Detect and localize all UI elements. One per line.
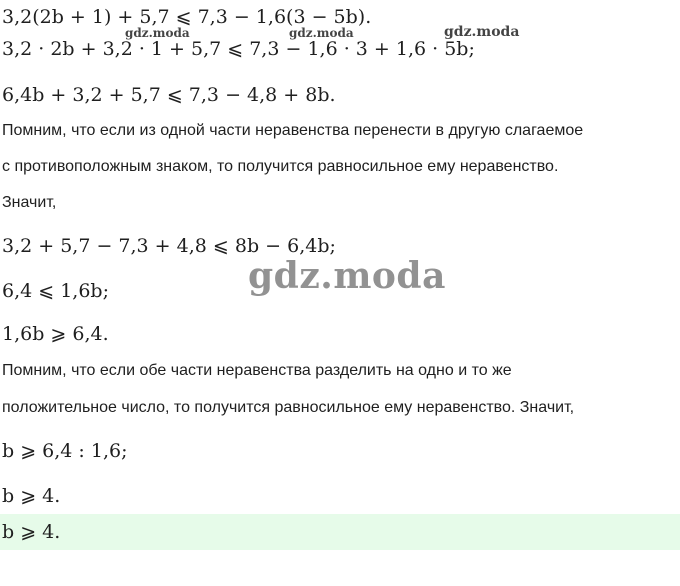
text-line-1: Помним, что если из одной части неравенства перенести в другую слагаемое [2,122,584,139]
answer-line: b ⩾ 4. [2,521,61,543]
watermark-small: gdz.moda [289,26,354,40]
text-line-3: Значит, [2,194,57,211]
math-line-1: 3,2(2b + 1) + 5,7 ⩽ 7,3 − 1,6(3 − 5b). [2,6,372,28]
math-line-3: 6,4b + 3,2 + 5,7 ⩽ 7,3 − 4,8 + 8b. [2,84,336,106]
watermark-large: gdz.moda [248,255,446,297]
text-line-2: с противоположным знаком, то получится равносильное ему неравенство. [2,158,559,175]
answer-highlight [0,514,680,550]
text-line-4: Помним, что если обе части неравенства разделить на одно и то же [2,362,512,379]
math-line-2: 3,2 · 2b + 3,2 · 1 + 5,7 ⩽ 7,3 − 1,6 · 3 + 1,6 · 5b; [2,38,475,60]
math-line-5: 6,4 ⩽ 1,6b; [2,280,109,302]
math-line-6: 1,6b ⩾ 6,4. [2,323,109,345]
math-line-7: b ⩾ 6,4 : 1,6; [2,440,128,462]
math-line-4: 3,2 + 5,7 − 7,3 + 4,8 ⩽ 8b − 6,4b; [2,235,336,257]
math-line-8: b ⩾ 4. [2,485,61,507]
watermark-small: gdz.moda [125,26,190,40]
watermark-small: gdz.moda [444,24,520,40]
text-line-5: положительное число, то получится равносильное ему неравенство. Значит, [2,399,575,416]
